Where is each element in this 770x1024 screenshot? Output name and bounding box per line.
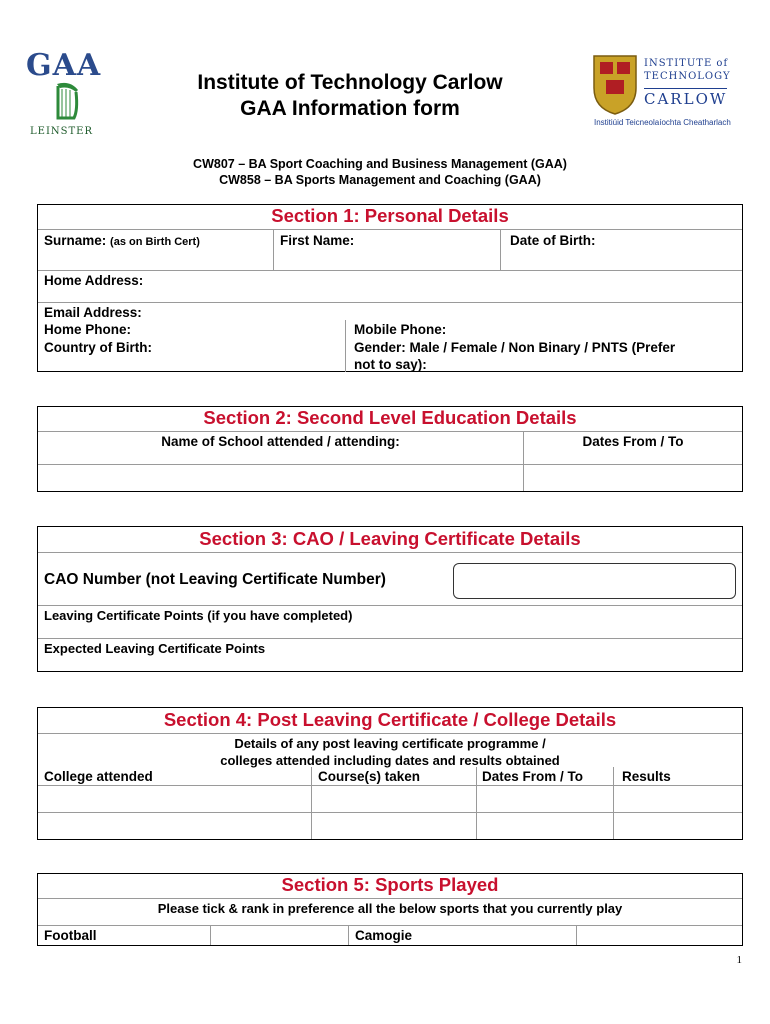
- section1-title: Section 1: Personal Details: [271, 205, 509, 226]
- title-line-2: GAA Information form: [240, 97, 460, 120]
- section3-title: Section 3: CAO / Leaving Certificate Details: [199, 528, 581, 549]
- itc-irish-name: Institiúid Teicneolaíochta Cheatharlach: [594, 118, 731, 127]
- first-name-field[interactable]: [276, 250, 498, 268]
- surname-label-text: Surname:: [44, 233, 107, 248]
- school-col-header: Name of School attended / attending:: [161, 434, 400, 449]
- courses-field-row1[interactable]: [314, 787, 474, 810]
- sport-camogie-label: Camogie: [355, 928, 413, 943]
- courses-col-header: Course(s) taken: [318, 769, 421, 784]
- sport-camogie-rank[interactable]: [578, 926, 740, 944]
- itc-logo: [592, 54, 732, 130]
- first-name-label: First Name:: [280, 233, 355, 248]
- expected-points-label: Expected Leaving Certificate Points: [44, 641, 266, 656]
- course-cw807: CW807 – BA Sport Coaching and Business Management (GAA): [193, 157, 567, 171]
- dates-field-row2[interactable]: [479, 814, 611, 838]
- home-address-field[interactable]: [160, 272, 740, 300]
- gender-label-line2: not to say):: [354, 357, 427, 372]
- school-dates-field[interactable]: [526, 466, 740, 490]
- country-label: Country of Birth:: [44, 340, 152, 355]
- leinster-text: LEINSTER: [30, 126, 93, 137]
- itc-name-line2: TECHNOLOGY: [644, 71, 731, 82]
- courses-field-row2[interactable]: [314, 814, 474, 838]
- school-field[interactable]: [40, 466, 520, 490]
- itc-crest-icon: [592, 54, 638, 116]
- email-label: Email Address:: [44, 305, 142, 320]
- harp-icon: [52, 80, 82, 122]
- cao-label: CAO Number (not Leaving Certificate Number): [44, 571, 386, 588]
- college-field-row1[interactable]: [40, 787, 308, 810]
- details-line1: Details of any post leaving certificate programme /: [234, 736, 546, 751]
- page-number: 1: [736, 954, 742, 966]
- course-list: [120, 156, 640, 188]
- results-field-row2[interactable]: [616, 814, 740, 838]
- surname-field[interactable]: [40, 250, 270, 268]
- college-dates-col-header: Dates From / To: [482, 769, 584, 784]
- surname-label: [44, 232, 200, 251]
- section5-title: Section 5: Sports Played: [281, 874, 499, 895]
- home-phone-label: Home Phone:: [44, 322, 132, 337]
- page-title: [150, 70, 550, 122]
- title-line-1: Institute of Technology Carlow: [197, 71, 503, 94]
- itc-name-line1: INSTITUTE of: [644, 58, 729, 69]
- course-cw858: CW858 – BA Sports Management and Coaching (GAA): [219, 173, 541, 187]
- results-col-header: Results: [622, 769, 671, 784]
- sport-football-label: Football: [44, 928, 97, 943]
- lc-points-label: Leaving Certificate Points (if you have completed): [44, 608, 353, 623]
- dates-field-row1[interactable]: [479, 787, 611, 810]
- gender-label: [354, 339, 675, 373]
- gender-label-line1: Gender: Male / Female / Non Binary / PNTS (Prefer: [354, 340, 676, 355]
- section2-title: Section 2: Second Level Education Details: [203, 407, 577, 428]
- section5-instruction: Please tick & rank in preference all the below sports that you currently play: [157, 901, 623, 916]
- surname-note: (as on Birth Cert): [110, 236, 200, 248]
- dates-col-header: Dates From / To: [582, 434, 684, 449]
- section4-details: [38, 735, 742, 769]
- dob-label: Date of Birth:: [510, 233, 596, 248]
- mobile-label: Mobile Phone:: [354, 322, 447, 337]
- details-line2: colleges attended including dates and results obtained: [220, 753, 560, 768]
- cao-number-input[interactable]: [453, 563, 736, 599]
- section4-title: Section 4: Post Leaving Certificate / College Details: [163, 709, 617, 730]
- sport-football-rank[interactable]: [212, 926, 346, 944]
- college-col-header: College attended: [44, 769, 153, 784]
- college-field-row2[interactable]: [40, 814, 308, 838]
- home-address-label: Home Address:: [44, 273, 144, 288]
- gaa-leinster-logo: [22, 50, 122, 140]
- dob-field[interactable]: [504, 250, 740, 268]
- results-field-row1[interactable]: [616, 787, 740, 810]
- itc-name-line3: CARLOW: [644, 90, 728, 108]
- gaa-wordmark: GAA: [26, 48, 102, 83]
